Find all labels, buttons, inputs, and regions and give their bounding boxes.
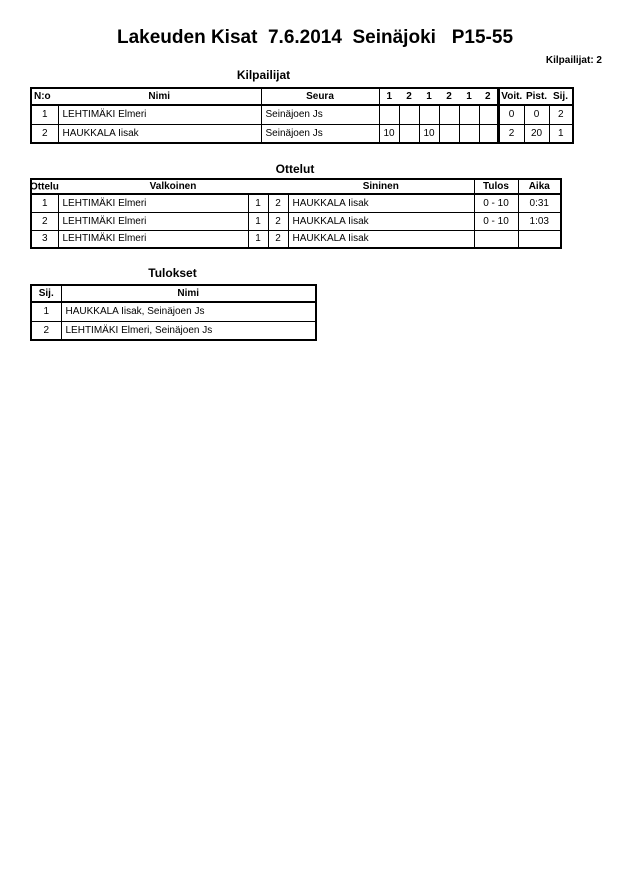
cell-club: Seinäjoen Js (261, 105, 379, 124)
header-round-4: 2 (439, 88, 459, 105)
cell-blue-no: 2 (268, 230, 288, 248)
cell-result (474, 230, 518, 248)
cell-result: 0 - 10 (474, 212, 518, 230)
header-name: Nimi (58, 88, 261, 105)
header-blue: Sininen (288, 179, 474, 194)
cell-blue-no: 2 (268, 212, 288, 230)
cell-white-name: LEHTIMÄKI Elmeri (58, 230, 248, 248)
cell-score (479, 105, 498, 124)
header-wins: Voit. (498, 88, 524, 105)
cell-place: 1 (549, 124, 573, 143)
header-round-3: 1 (419, 88, 439, 105)
cell-score (399, 105, 419, 124)
header-no: N:o (31, 88, 58, 105)
cell-score (379, 105, 399, 124)
header-place: Sij. (31, 285, 61, 302)
cell-wins: 2 (498, 124, 524, 143)
cell-match-no: 2 (31, 212, 58, 230)
cell-points: 20 (524, 124, 549, 143)
header-club: Seura (261, 88, 379, 105)
cell-blue-name: HAUKKALA Iisak (288, 212, 474, 230)
page-title: Lakeuden Kisat 7.6.2014 Seinäjoki P15-55 (116, 27, 514, 48)
cell-time: 0:31 (518, 194, 561, 212)
cell-white-name: LEHTIMÄKI Elmeri (58, 212, 248, 230)
match-row (31, 194, 561, 212)
header-points: Pist. (524, 88, 549, 105)
cell-time: 1:03 (518, 212, 561, 230)
cell-score: 10 (419, 124, 439, 143)
competitors-table (30, 87, 574, 144)
cell-score (459, 105, 479, 124)
header-place: Sij. (549, 88, 573, 105)
header-round-5: 1 (459, 88, 479, 105)
cell-match-no: 1 (31, 194, 58, 212)
cell-white-no: 1 (248, 212, 268, 230)
competitors-header-row (31, 88, 573, 105)
cell-blue-name: HAUKKALA Iisak (288, 230, 474, 248)
cell-place: 2 (31, 321, 61, 340)
cell-blue-no: 2 (268, 194, 288, 212)
cell-place: 1 (31, 302, 61, 321)
cell-score (419, 105, 439, 124)
matches-heading: Ottelut (275, 162, 315, 176)
cell-score (399, 124, 419, 143)
match-row (31, 230, 561, 248)
cell-place: 2 (549, 105, 573, 124)
results-table (30, 284, 317, 341)
cell-name: LEHTIMÄKI Elmeri (58, 105, 261, 124)
header-match (31, 179, 58, 194)
header-round-2: 2 (399, 88, 419, 105)
cell-score (439, 105, 459, 124)
cell-white-no: 1 (248, 230, 268, 248)
cell-match-no: 3 (31, 230, 58, 248)
matches-header-row (31, 179, 561, 194)
cell-blue-name: HAUKKALA Iisak (288, 194, 474, 212)
cell-score (479, 124, 498, 143)
cell-name: HAUKKALA Iisak, Seinäjoen Js (61, 302, 316, 321)
competitor-row (31, 105, 573, 124)
matches-table (30, 178, 562, 249)
header-name: Nimi (61, 285, 316, 302)
match-row (31, 212, 561, 230)
header-match-label: Ottelu (30, 181, 59, 192)
cell-no: 2 (31, 124, 58, 143)
cell-name: HAUKKALA Iisak (58, 124, 261, 143)
cell-points: 0 (524, 105, 549, 124)
cell-name: LEHTIMÄKI Elmeri, Seinäjoen Js (61, 321, 316, 340)
result-row (31, 321, 316, 340)
cell-no: 1 (31, 105, 58, 124)
cell-white-name: LEHTIMÄKI Elmeri (58, 194, 248, 212)
result-row (31, 302, 316, 321)
competitor-row (31, 124, 573, 143)
header-round-6: 2 (479, 88, 498, 105)
cell-wins: 0 (498, 105, 524, 124)
cell-score: 10 (379, 124, 399, 143)
cell-result: 0 - 10 (474, 194, 518, 212)
competitors-heading: Kilpailijat (236, 68, 291, 82)
cell-score (459, 124, 479, 143)
header-round-1: 1 (379, 88, 399, 105)
header-white: Valkoinen (58, 179, 288, 194)
header-time: Aika (518, 179, 561, 194)
results-header-row (31, 285, 316, 302)
header-result: Tulos (474, 179, 518, 194)
competitor-count-label: Kilpailijat: 2 (545, 55, 602, 66)
cell-time (518, 230, 561, 248)
cell-score (439, 124, 459, 143)
cell-club: Seinäjoen Js (261, 124, 379, 143)
cell-white-no: 1 (248, 194, 268, 212)
results-heading: Tulokset (148, 266, 197, 280)
